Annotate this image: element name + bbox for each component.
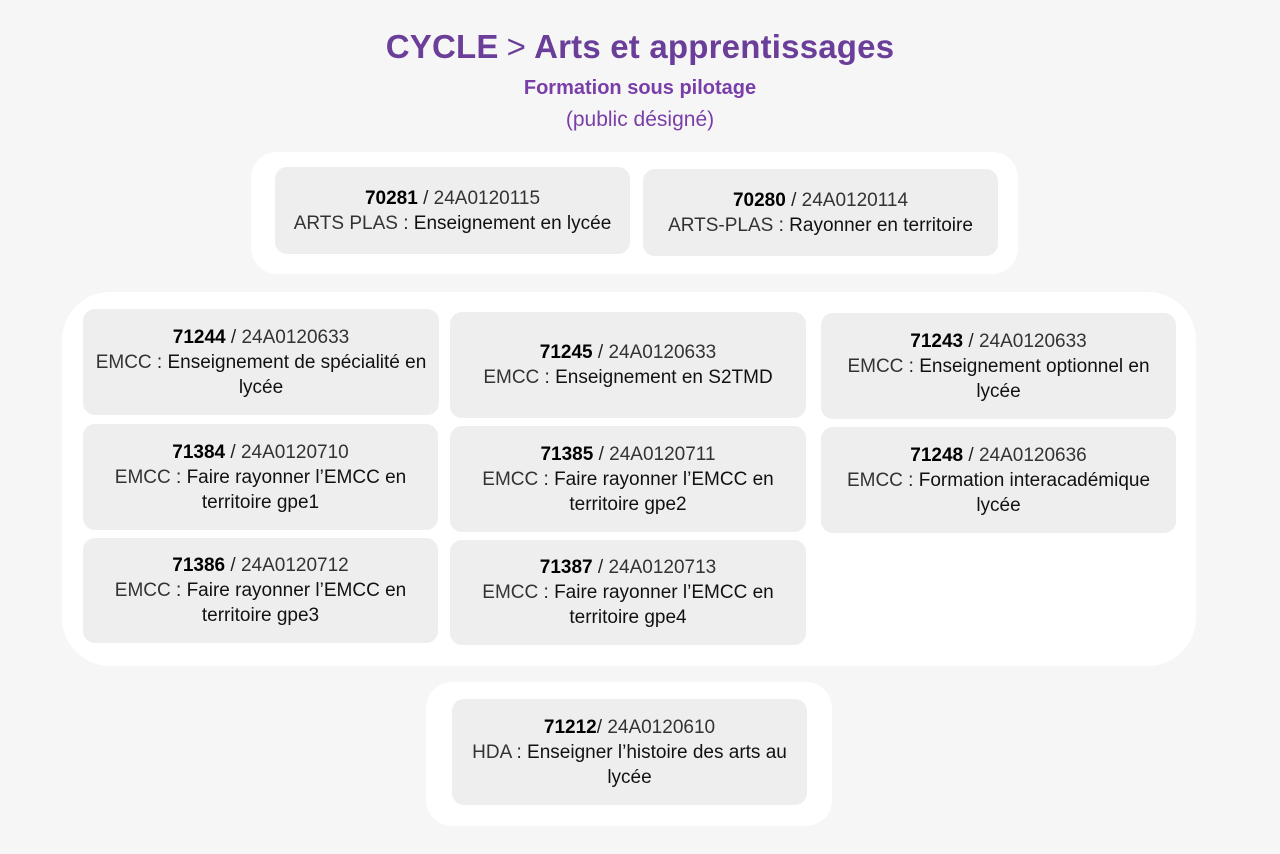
card-colon: : [511,741,528,763]
card-number: 71245 [539,342,593,363]
card-title: Faire rayonner l’EMCC en territoire gpe1 [186,466,407,513]
card-colon: : [903,355,920,377]
card-colon: : [773,214,790,236]
card-70280[interactable] [643,169,998,256]
card-title: Faire rayonner l’EMCC en territoire gpe3 [186,580,407,626]
card-reference: 24A0120713 [608,557,717,578]
card-number: 71248 [910,444,964,466]
card-title: Faire rayonner l’EMCC en territoire gpe2 [554,468,774,515]
card-colon: : [151,351,168,373]
card-title: Enseignement en lycée [413,212,612,234]
card-71248[interactable] [821,427,1176,533]
card-reference: 24A0120633 [241,326,350,348]
card-number: 71384 [172,441,226,463]
card-slash: / [963,330,979,352]
card-domain: EMCC [114,580,171,601]
card-reference: 24A0120115 [433,187,541,209]
card-71385[interactable] [450,426,806,532]
card-domain: HDA [472,741,512,763]
card-slash: / [592,342,609,363]
card-slash: / [417,187,434,209]
card-slash: / [593,443,610,465]
card-domain: EMCC [95,351,152,373]
card-domain: EMCC [847,355,904,377]
card-slash: / [225,326,242,348]
card-title: Faire rayonner l’EMCC en territoire gpe4 [554,582,774,628]
card-reference: 24A0120710 [240,441,349,463]
card-71245[interactable] [450,312,806,418]
title-separator: > [506,28,527,65]
card-title: Enseignement en S2TMD [555,367,773,388]
card-slash: / [963,444,979,466]
card-domain: EMCC [483,367,540,388]
card-reference: 24A0120633 [978,330,1087,352]
card-slash: / [225,555,241,576]
card-colon: : [538,582,555,603]
card-domain: EMCC [114,466,171,488]
card-71384[interactable] [83,424,438,530]
card-number: 71386 [172,555,226,576]
card-71212[interactable] [452,699,807,805]
card-domain: ARTS PLAS [293,212,398,234]
card-71387[interactable] [450,540,806,645]
card-colon: : [397,212,414,234]
card-70281[interactable] [275,167,630,254]
card-reference: 24A0120711 [609,443,716,465]
card-title: Rayonner en territoire [789,214,973,236]
card-reference: 24A0120610 [607,716,716,738]
card-reference: 24A0120712 [240,555,349,576]
card-colon: : [902,469,919,491]
card-domain: EMCC [482,468,539,490]
card-colon: : [538,468,555,490]
card-slash: / [785,189,802,211]
card-71386[interactable] [83,538,438,643]
card-reference: 24A0120114 [801,189,909,211]
card-colon: : [539,367,556,388]
card-title: Formation interacadémique lycée [918,469,1151,516]
card-71244[interactable] [83,309,439,415]
card-number: 71387 [539,557,593,578]
card-colon: : [170,580,187,601]
page-subtitle: Formation sous pilotage [523,77,757,99]
card-slash: / [596,716,608,738]
page-subnote: (public désigné) [565,108,715,131]
card-slash: / [225,441,241,463]
card-number: 71244 [172,326,226,348]
card-reference: 24A0120636 [978,444,1087,466]
card-number: 71212 [543,716,597,738]
card-number: 70280 [732,189,786,211]
card-title: Enseignement optionnel en lycée [919,355,1150,402]
card-number: 71243 [910,330,964,352]
card-reference: 24A0120633 [608,342,717,363]
title-cycle: CYCLE [385,28,499,65]
card-71243[interactable] [821,313,1176,419]
card-number: 71385 [540,443,594,465]
title-text: Arts et apprentissages [534,28,895,65]
card-title: Enseignement de spécialité en lycée [167,351,427,398]
card-colon: : [170,466,187,488]
card-title: Enseigner l’histoire des arts au lycée [527,741,787,788]
card-domain: ARTS-PLAS [668,214,774,236]
card-domain: EMCC [846,469,903,491]
page-title [0,28,1280,66]
card-number: 70281 [364,187,418,209]
card-domain: EMCC [482,582,539,603]
card-slash: / [592,557,609,578]
